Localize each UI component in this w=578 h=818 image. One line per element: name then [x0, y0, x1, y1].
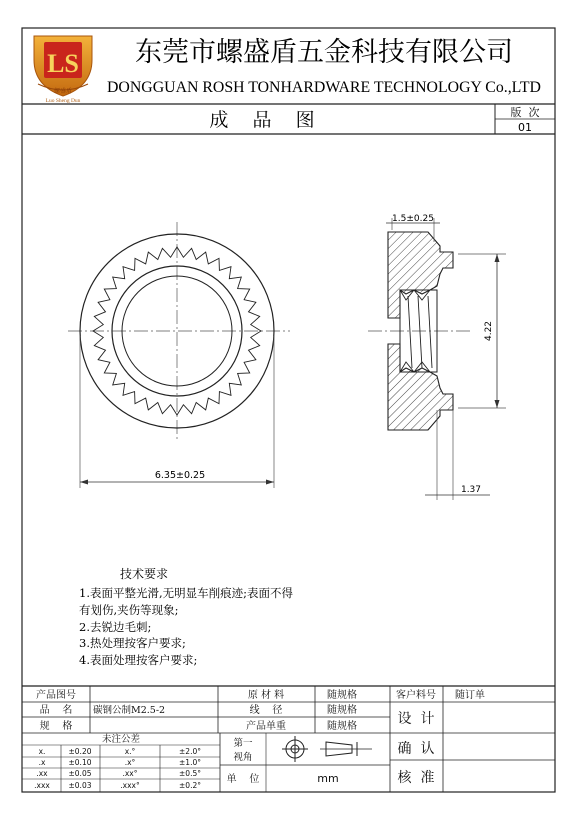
dim-shank-offset: 1.37 — [460, 485, 482, 495]
spec-label: 规 格 — [39, 721, 73, 732]
company-name-en: DONGGUAN ROSH TONHARDWARE TECHNOLOGY Co.,LTD — [107, 79, 541, 96]
section-view — [368, 214, 506, 500]
sheet-border — [22, 28, 555, 792]
tol-value: ±0.20 — [68, 747, 92, 756]
tech-heading: 技术要求 — [120, 567, 169, 581]
tol-angle-symbol: .x° — [124, 758, 136, 767]
tol-symbol: .xxx — [34, 781, 50, 790]
wire-label: 线 径 — [249, 705, 283, 716]
customer-no-label: 客户料号 — [396, 690, 436, 701]
material-value: 随规格 — [327, 690, 357, 701]
material-label: 原 材 料 — [247, 690, 285, 701]
unit-weight-value: 随规格 — [327, 721, 357, 732]
drawing-title: 成 品 图 — [209, 109, 315, 131]
design-label: 设 计 — [397, 711, 435, 727]
tol-value: ±0.10 — [68, 758, 92, 767]
tech-item-3: 3.热处理按客户要求; — [79, 636, 186, 650]
tol-symbol: .xx — [36, 769, 48, 778]
customer-no-value: 随订单 — [455, 690, 485, 701]
tol-angle-value: ±2.0° — [179, 747, 201, 756]
tech-requirements — [79, 566, 294, 667]
first-angle-projection-icon — [282, 736, 372, 762]
revision-label: 版 次 — [510, 106, 540, 119]
projection-label-1: 第一 — [233, 738, 253, 749]
approve-label: 核 准 — [397, 770, 435, 786]
section-lower-body — [388, 344, 453, 430]
unit-value: mm — [317, 772, 339, 785]
revision-value: 01 — [518, 121, 532, 134]
tol-symbol: x. — [38, 747, 46, 756]
product-no-label: 产品图号 — [36, 690, 76, 701]
tol-angle-symbol: .xx° — [122, 769, 138, 778]
tech-item-1b: 有划伤,夹伤等现象; — [79, 603, 179, 617]
wire-value: 随规格 — [327, 705, 357, 716]
logo-caption-cn: 螺盛盾 — [53, 88, 73, 95]
company-logo — [34, 36, 92, 104]
name-label: 品 名 — [39, 705, 73, 716]
front-view — [68, 222, 290, 488]
unit-label: 单 位 — [226, 774, 260, 785]
name-value: 碳钢公制M2.5-2 — [93, 705, 166, 716]
tol-angle-symbol: .xxx° — [120, 781, 140, 790]
logo-letters: LS — [47, 49, 79, 78]
confirm-label: 确 认 — [397, 741, 435, 757]
section-upper-body — [388, 232, 453, 318]
tolerance-header: 未注公差 — [101, 734, 141, 745]
tol-angle-value: ±0.2° — [179, 781, 201, 790]
tol-value: ±0.05 — [68, 769, 92, 778]
tech-item-2: 2.去锐边毛刺; — [79, 620, 152, 634]
tech-item-1: 1.表面平整光滑,无明显车削痕迹;表面不得 — [79, 586, 294, 600]
dim-height: 4.22 — [484, 320, 494, 342]
company-name-cn: 东莞市螺盛盾五金科技有限公司 — [135, 37, 513, 68]
tolerance-table — [34, 747, 201, 790]
projection-cell — [227, 736, 372, 785]
tol-symbol: .x — [38, 758, 46, 767]
dim-outer-diameter: 6.35±0.25 — [154, 470, 206, 481]
tol-angle-symbol: x.° — [124, 747, 136, 756]
tol-value: ±0.03 — [68, 781, 92, 790]
tol-angle-value: ±1.0° — [179, 758, 201, 767]
tol-angle-value: ±0.5° — [179, 769, 201, 778]
unit-weight-label: 产品单重 — [246, 721, 286, 732]
logo-caption-en: Luo Sheng Dun — [45, 98, 81, 104]
dim-head-thickness: 1.5±0.25 — [392, 214, 434, 224]
tech-item-4: 4.表面处理按客户要求; — [79, 653, 198, 667]
projection-label-2: 视角 — [233, 752, 253, 763]
